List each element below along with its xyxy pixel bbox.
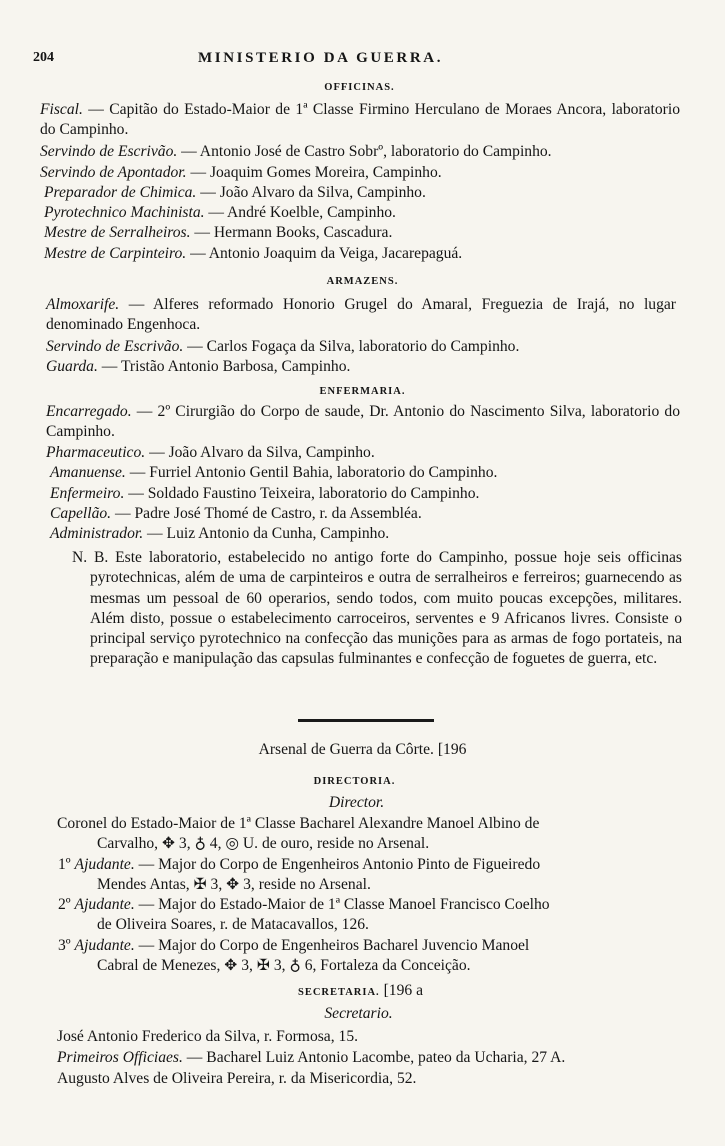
running-title: MINISTERIO DA GUERRA. (198, 50, 444, 66)
entry-text: — Capitão do Estado-Maior de 1ª Classe Firmino Herculano de Moraes Ancora, laboratorio do Campinho. (40, 101, 680, 139)
entry-role: Mestre de Serralheiros. (44, 224, 191, 241)
entry-text: — João Alvaro da Silva, Campinho. (145, 444, 375, 461)
entry-role: Servindo de Escrivão. (40, 143, 178, 160)
ajudante-1-line-2: Mendes Antas, ✠ 3, ✥ 3, reside no Arsenal. (97, 876, 371, 893)
primeiros-text: — Bacharel Luiz Antonio Lacombe, pateo da Ucharia, 27 A. (182, 1049, 566, 1066)
secretaria-heading: SECRETARIA. (297, 987, 380, 998)
entry-role: Servindo de Apontador. (40, 164, 187, 181)
ajudante-2-line-2: de Oliveira Soares, r. de Matacavallos, 126. (97, 916, 369, 933)
entry-role: Administrador. (50, 525, 144, 542)
entry-text: — Furriel Antonio Gentil Bahia, laboratorio do Campinho. (125, 464, 498, 481)
entry-amanuense (50, 463, 497, 483)
ajudante-number: 1º (58, 856, 71, 873)
entry-enfermeiro (50, 484, 479, 504)
entry-administrador (50, 524, 389, 544)
ajudante-number: 2º (58, 896, 71, 913)
entry-role: Almoxarife. (46, 296, 120, 313)
entry-text: — Luiz Antonio da Cunha, Campinho. (143, 525, 390, 542)
ajudante-text: — Major do Corpo de Engenheiros Bacharel Juvencio Manoel (134, 937, 530, 954)
ajudante-number: 3º (58, 937, 71, 954)
entry-text: — Joaquim Gomes Moreira, Campinho. (186, 164, 442, 181)
entry-text: — Tristão Antonio Barbosa, Campinho. (97, 358, 351, 375)
directoria-heading: DIRECTORIA. (313, 776, 396, 787)
entry-text: — João Alvaro da Silva, Campinho. (196, 184, 426, 201)
entry-text: — Carlos Fogaça da Silva, laboratorio do Campinho. (183, 338, 520, 355)
entry-pyrotechnico (44, 203, 396, 223)
entry-text: — Soldado Faustino Teixeira, laboratorio do Campinho. (124, 485, 480, 502)
entry-carpinteiro (44, 244, 462, 264)
last-line: Augusto Alves de Oliveira Pereira, r. da Misericordia, 52. (57, 1070, 417, 1087)
secretaria-ref: [196 a (383, 982, 423, 999)
entry-escrivao (40, 142, 552, 162)
entry-role: Servindo de Escrivão. (46, 338, 184, 355)
ajudante-2-line-1 (58, 895, 550, 915)
entry-role: Enfermeiro. (50, 485, 125, 502)
entry-text: — Alferes reformado Honorio Grugel do Amaral, Freguezia de Irajá, no lugar denominado Engenhoca. (46, 296, 676, 334)
entry-escrivao-armazens (46, 337, 519, 357)
entry-role: Mestre de Carpinteiro. (44, 245, 187, 262)
director-line-2: Carvalho, ✥ 3, ♁ 4, ◎ U. de ouro, reside no Arsenal. (97, 835, 430, 852)
nota-bene-paragraph: N. B. Este laboratorio, estabelecido no antigo forte do Campinho, possue hoje seis officinas pyrotechnicas, além de uma de carpinteiros e outra de serralheiros e ferreiros; guarnecendo as mesmas um pessoal de 60 operarios, sendo todos, com muito poucas excepções, militares. Além disto, possue o estabelecimento carroceiros, serventes e 9 Africanos livres. Consiste o principal serviço pyrotechnico na confecção das munições para as armas de fogo portateis, na preparação e manipulação das capsulas fulminantes e confecção de foguetes de guerra, etc. (72, 549, 682, 668)
entry-serralheiros (44, 223, 392, 243)
entry-role: Encarregado. (46, 403, 132, 420)
entry-text: — André Koelble, Campinho. (204, 204, 396, 221)
entry-role: Guarda. (46, 358, 98, 375)
entry-role: Pyrotechnico Machinista. (44, 204, 205, 221)
ajudante-3-line-2: Cabral de Menezes, ✥ 3, ✠ 3, ♁ 6, Fortaleza da Conceição. (97, 957, 471, 974)
entry-text: — Hermann Books, Cascadura. (190, 224, 393, 241)
entry-fiscal (40, 100, 680, 141)
entry-role: Fiscal. (40, 101, 83, 118)
secretario-line: José Antonio Frederico da Silva, r. Formosa, 15. (57, 1028, 359, 1045)
section-heading-armazens: ARMAZENS. (326, 276, 399, 287)
secretaria-heading-line (0, 981, 723, 1003)
entry-text: — Antonio Joaquim da Veiga, Jacarepaguá. (186, 245, 463, 262)
entry-pharmaceutico (46, 443, 375, 463)
entry-capellao (50, 504, 422, 524)
entry-role: Pharmaceutico. (46, 444, 146, 461)
director-label: Director. (328, 794, 385, 811)
entry-almoxarife (46, 295, 676, 336)
ajudante-role: Ajudante. (74, 937, 135, 954)
arsenal-title-line (0, 740, 725, 760)
ajudante-1-line-1 (58, 855, 540, 875)
ajudante-text: — Major do Estado-Maior de 1ª Classe Manoel Francisco Coelho (134, 896, 550, 913)
section-divider (298, 719, 434, 722)
entry-guarda (46, 357, 350, 377)
ajudante-3-line-1 (58, 936, 529, 956)
section-heading-enfermaria: ENFERMARIA. (319, 386, 406, 397)
ajudante-role: Ajudante. (74, 856, 135, 873)
entry-text: — Antonio José de Castro Sobrº, laboratorio do Campinho. (177, 143, 552, 160)
entry-apontador (40, 163, 442, 183)
entry-text: — Padre José Thomé de Castro, r. da Assembléa. (111, 505, 422, 522)
entry-role: Amanuense. (50, 464, 126, 481)
entry-text: — 2º Cirurgião do Corpo de saude, Dr. Antonio do Nascimento Silva, laboratorio do Campinho. (46, 403, 680, 441)
entry-role: Preparador de Chimica. (44, 184, 197, 201)
entry-role: Capellão. (50, 505, 112, 522)
secretario-label: Secretario. (324, 1005, 393, 1022)
section-heading-officinas: OFFICINAS. (324, 82, 395, 93)
arsenal-ref: [196 (437, 741, 467, 758)
entry-encarregado (46, 402, 680, 443)
entry-preparador (44, 183, 426, 203)
director-line-1: Coronel do Estado-Maior de 1ª Classe Bacharel Alexandre Manoel Albino de (57, 815, 540, 832)
page-number: 204 (33, 50, 54, 65)
primeiros-officiaes-line (57, 1048, 565, 1068)
arsenal-title: Arsenal de Guerra da Côrte. (258, 741, 434, 758)
ajudante-role: Ajudante. (74, 896, 135, 913)
primeiros-role: Primeiros Officiaes. (57, 1049, 183, 1066)
ajudante-text: — Major do Corpo de Engenheiros Antonio Pinto de Figueiredo (134, 856, 541, 873)
